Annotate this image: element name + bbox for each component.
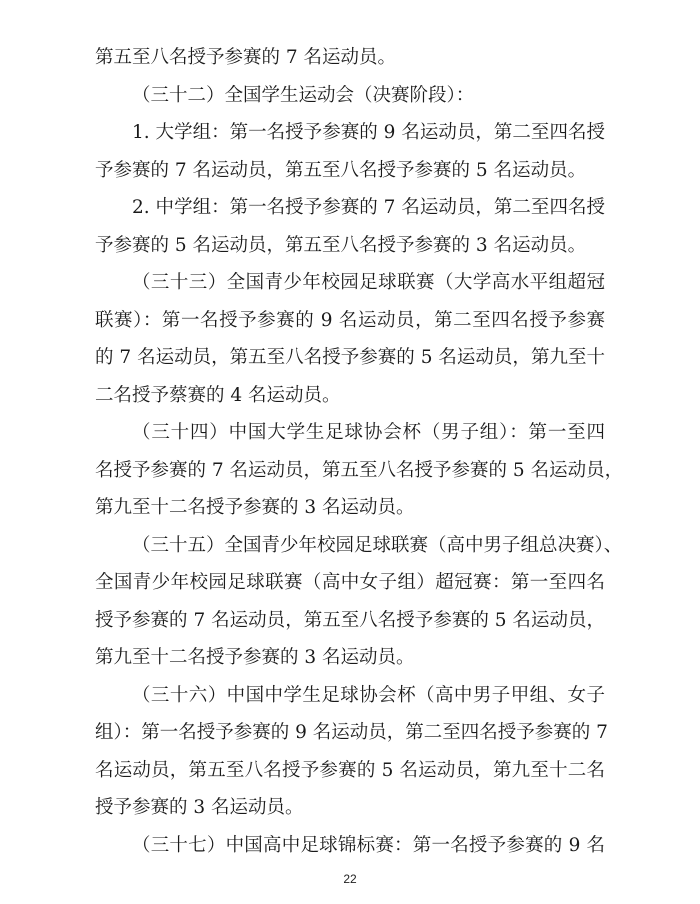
text-line: 授予参赛的 3 名运动员。 <box>95 797 304 818</box>
text-line: 授予参赛的 7 名运动员，第五至八名授予参赛的 5 名运动员， <box>95 610 605 631</box>
text-line: 2. 中学组：第一名授予参赛的 7 名运动员，第二至四名授 <box>132 197 605 218</box>
text-line: 全国青少年校园足球联赛（高中女子组）超冠赛：第一至四名 <box>95 572 605 593</box>
text-line: 的 7 名运动员，第五至八名授予参赛的 5 名运动员，第九至十 <box>95 347 605 368</box>
text-line: 名运动员，第五至八名授予参赛的 5 名运动员，第九至十二名 <box>95 760 605 781</box>
text-line: （三十七）中国高中足球锦标赛：第一名授予参赛的 9 名 <box>132 835 605 856</box>
text-line: 予参赛的 5 名运动员，第五至八名授予参赛的 3 名运动员。 <box>95 235 587 256</box>
text-line: （三十六）中国中学生足球协会杯（高中男子甲组、女子 <box>132 685 605 706</box>
text-line: 第九至十二名授予参赛的 3 名运动员。 <box>95 647 415 668</box>
text-line: （三十四）中国大学生足球协会杯（男子组）：第一至四 <box>132 422 605 443</box>
text-line: （三十二）全国学生运动会（决赛阶段）： <box>132 85 475 106</box>
page-number: 22 <box>343 872 357 886</box>
text-line: 二名授予蔡赛的 4 名运动员。 <box>95 385 341 406</box>
text-line: 予参赛的 7 名运动员，第五至八名授予参赛的 5 名运动员。 <box>95 160 587 181</box>
text-line: （三十三）全国青少年校园足球联赛（大学高水平组超冠 <box>132 272 605 293</box>
text-line: 第五至八名授予参赛的 7 名运动员。 <box>95 47 397 68</box>
text-line: （三十五）全国青少年校园足球联赛（高中男子组总决赛）、 <box>132 535 623 556</box>
text-line: 1. 大学组：第一名授予参赛的 9 名运动员，第二至四名授 <box>132 122 605 143</box>
text-line: 联赛）：第一名授予参赛的 9 名运动员，第二至四名授予参赛 <box>95 310 605 331</box>
text-line: 名授予参赛的 7 名运动员，第五至八名授予参赛的 5 名运动员， <box>95 460 624 481</box>
text-line: 第九至十二名授予参赛的 3 名运动员。 <box>95 497 415 518</box>
text-line: 组）：第一名授予参赛的 9 名运动员，第二至四名授予参赛的 7 <box>95 722 608 743</box>
